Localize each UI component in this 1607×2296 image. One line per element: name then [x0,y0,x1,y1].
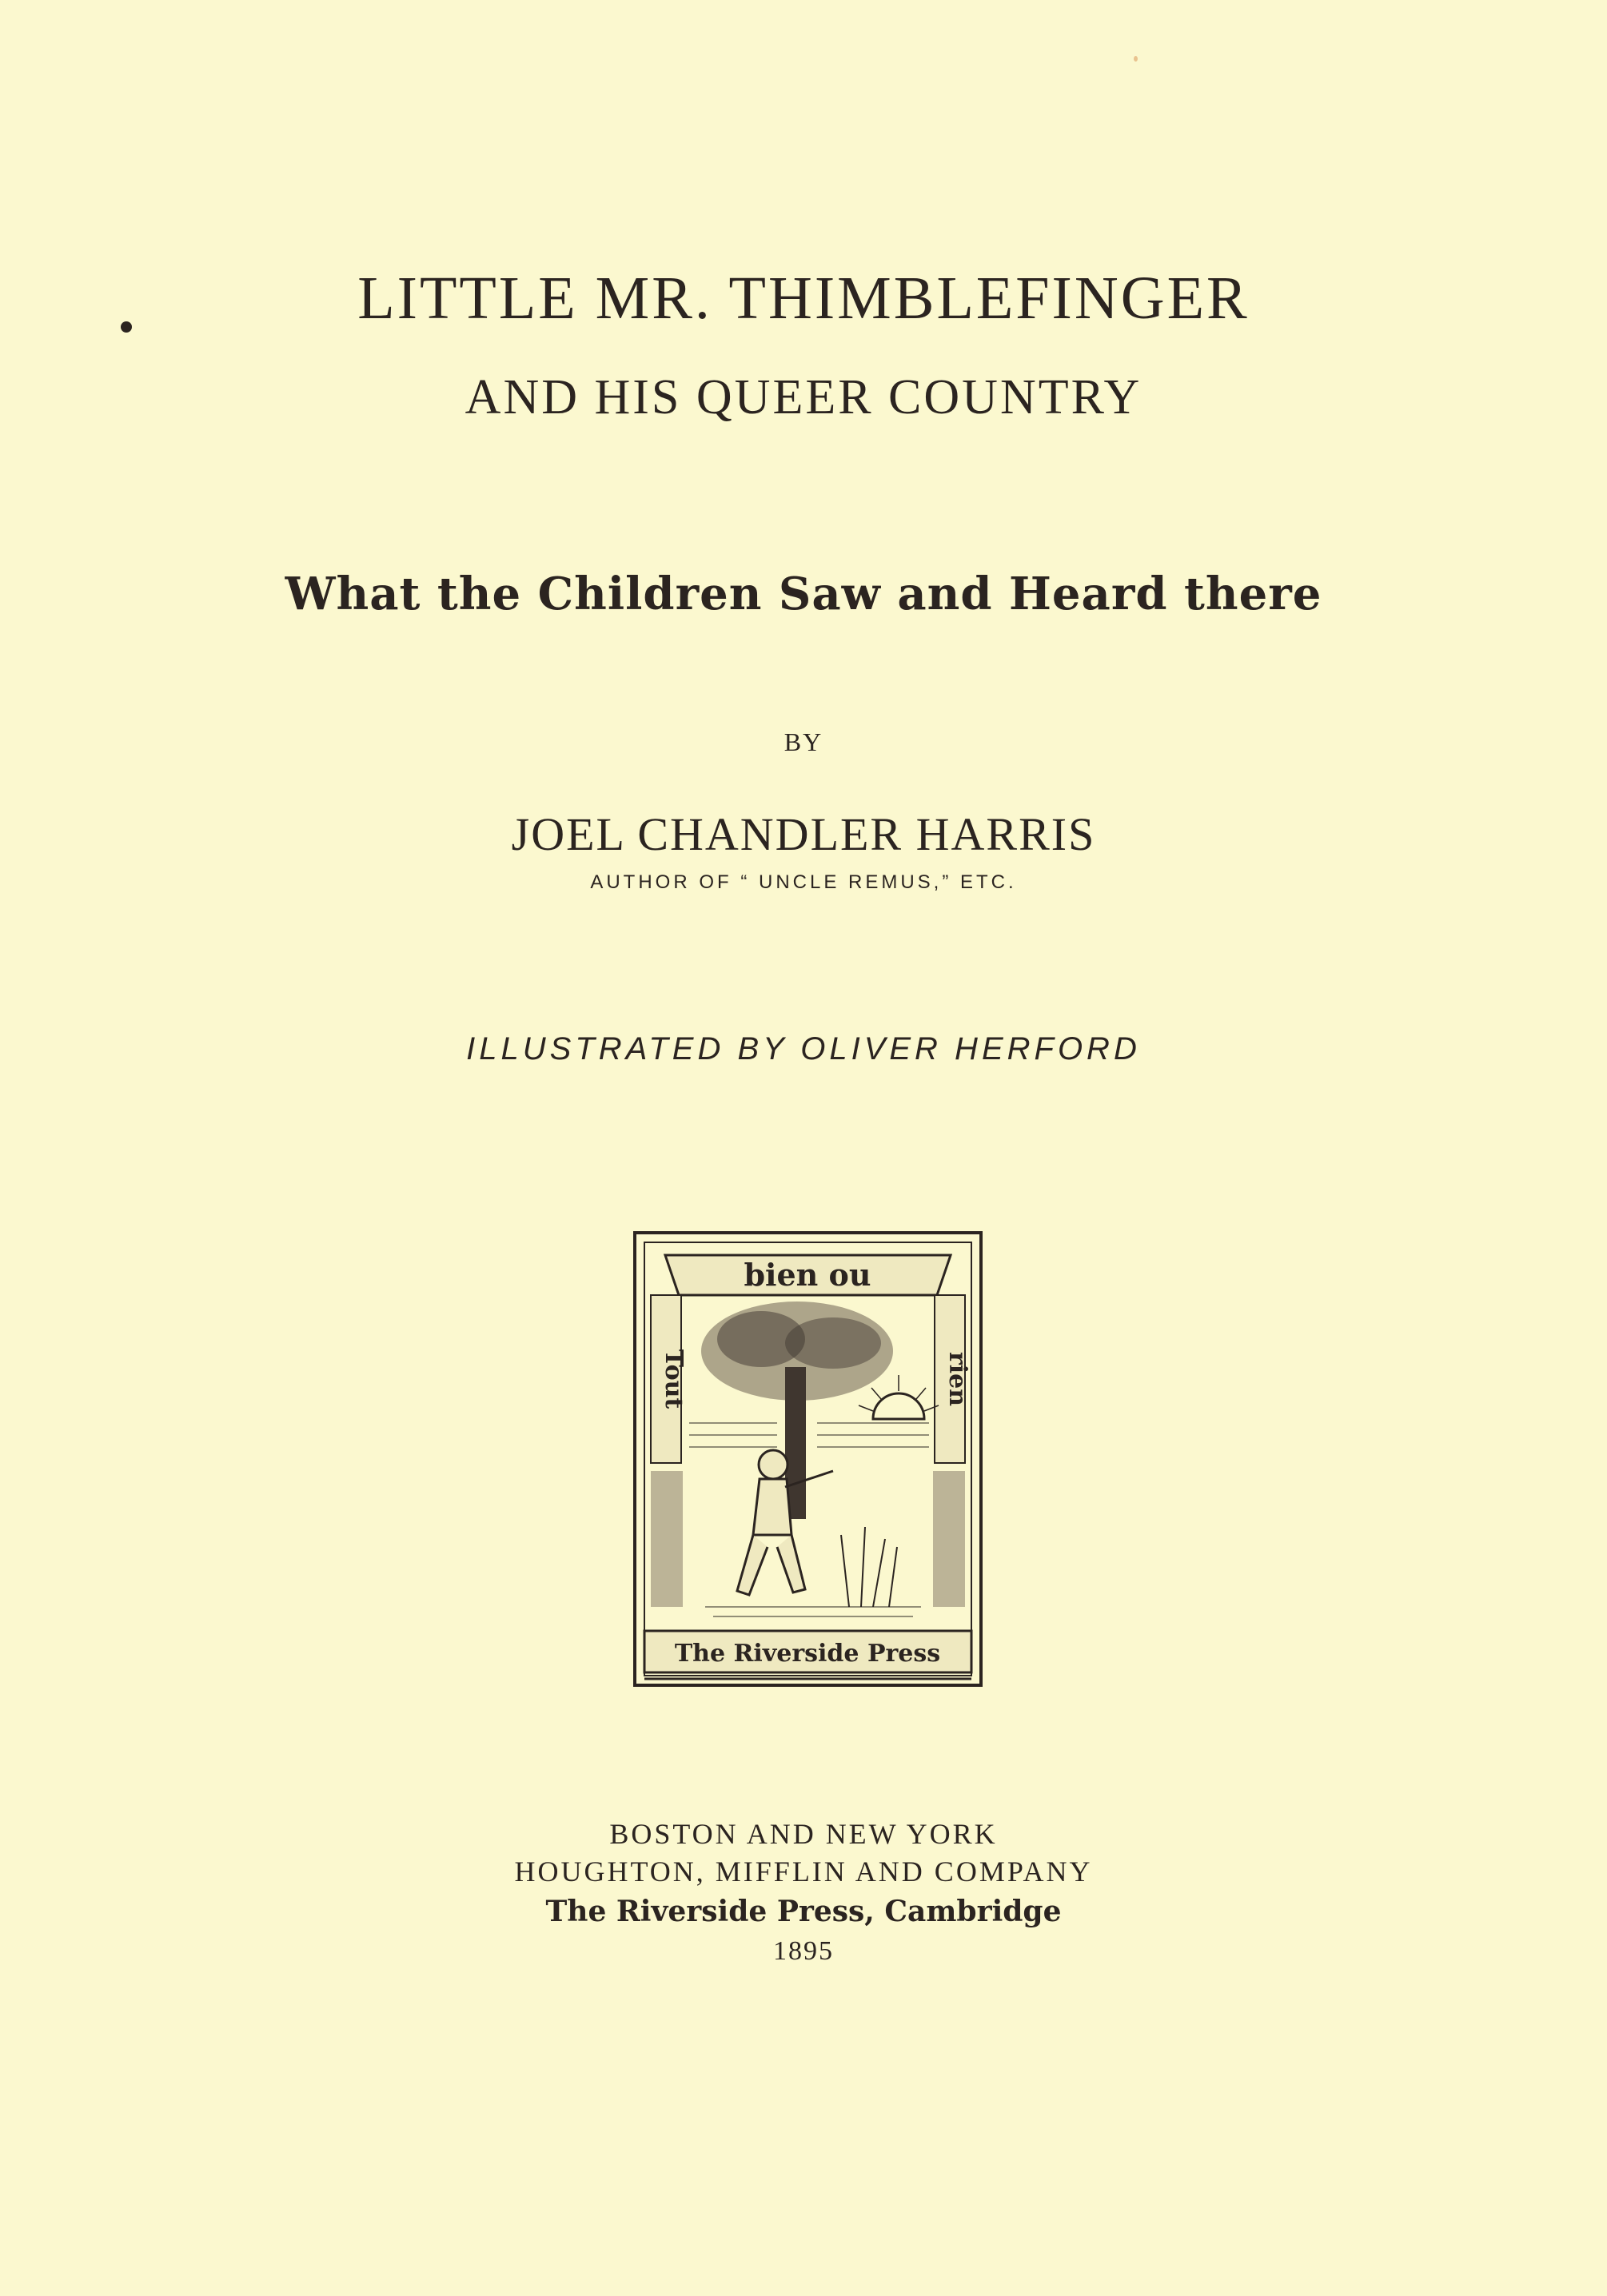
publication-year: 1895 [773,1936,834,1966]
emblem-bottom-text: The Riverside Press [674,1640,941,1668]
emblem-reeds [841,1527,897,1607]
by-label: BY [784,727,823,756]
emblem-water-lines [689,1423,929,1616]
emblem-banner-text: bien ou [744,1257,871,1293]
book-title-line-2: AND HIS QUEER COUNTRY [465,370,1142,425]
book-subtitle: What the Children Saw and Heard there [285,568,1322,620]
publisher-cities: BOSTON AND NEW YORK [609,1818,998,1850]
riverside-press-emblem [633,1231,983,1687]
illustrator-credit: ILLUSTRATED BY OLIVER HERFORD [466,1031,1141,1066]
paper-speck [1134,56,1138,62]
printer-name: The Riverside Press, Cambridge [545,1895,1062,1928]
emblem-right-text: rien [943,1351,971,1407]
emblem-piper-figure [737,1450,833,1595]
publisher-name: HOUGHTON, MIFFLIN AND COMPANY [514,1856,1093,1887]
emblem-outer-frame [635,1233,981,1685]
book-title-line-1: LITTLE MR. THIMBLEFINGER [357,265,1250,332]
author-note: AUTHOR OF “ UNCLE REMUS,” ETC. [590,871,1017,893]
emblem-sun [873,1393,924,1419]
emblem-left-text: Tout [660,1349,688,1409]
author-name: JOEL CHANDLER HARRIS [511,808,1096,860]
emblem-right-ornament [933,1471,965,1607]
emblem-left-ornament [651,1471,683,1607]
